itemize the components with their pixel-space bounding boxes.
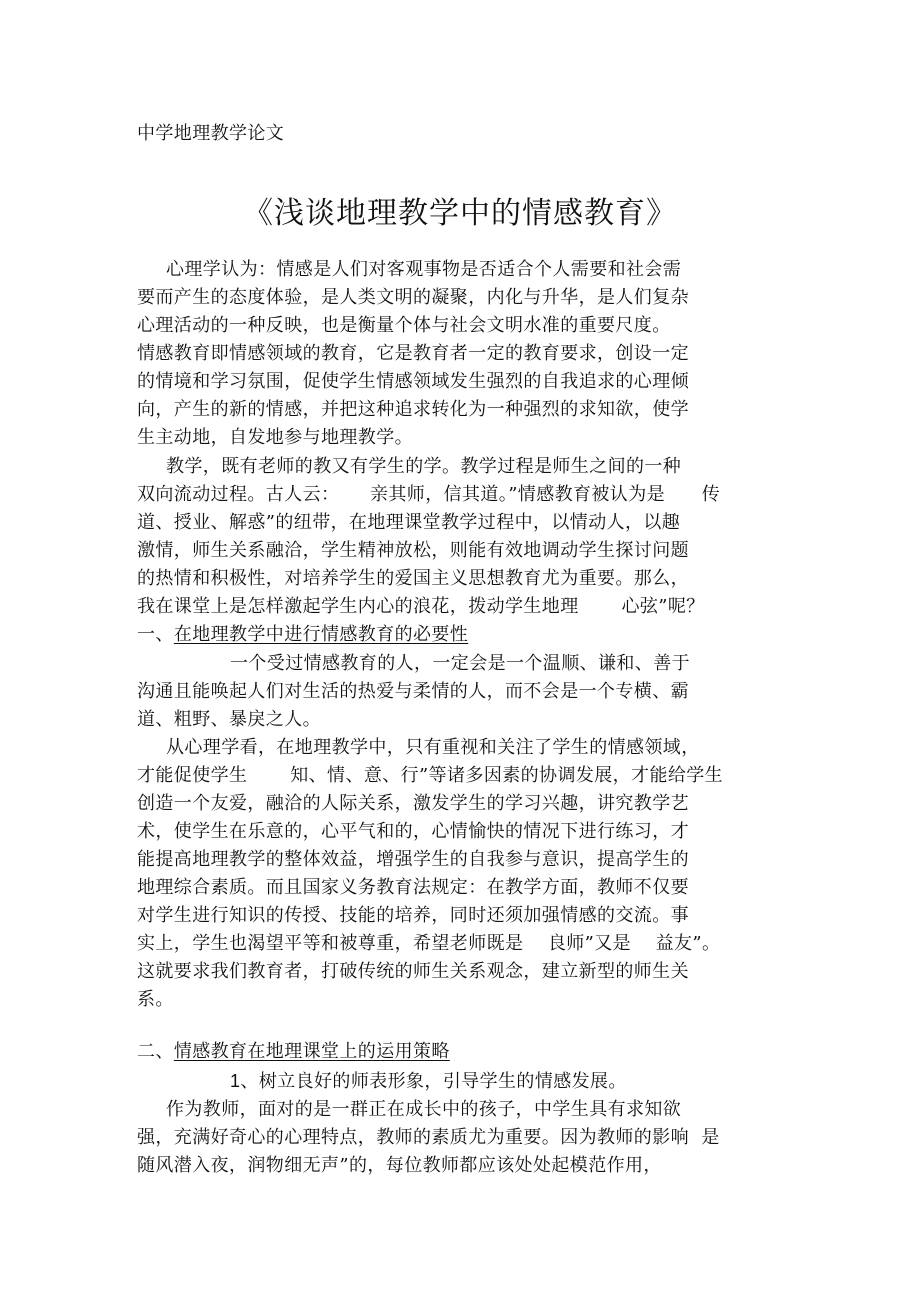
paragraph-line: 教学，既有老师的教又有学生的学。教学过程是师生之间的一种 — [166, 456, 682, 477]
section-number: 一、 — [137, 624, 174, 645]
paragraph-line: 双向流动过程。古人云： 亲其师，信其道。”情感教育被认为是 传 — [137, 484, 721, 505]
paragraph-line: 我在课堂上是怎样激起学生内心的浪花，拨动学生地理 心弦”呢？ — [137, 596, 705, 617]
subheading-1 — [230, 1067, 627, 1096]
paragraph-line: 要而产生的态度体验，是人类文明的凝聚，内化与升华，是人们复杂 — [137, 287, 689, 308]
paragraph-line: 沟通且能唤起人们对生活的热爱与柔情的人，而不会是一个专横、霸 — [137, 681, 689, 702]
document-category: 中学地理教学论文 — [137, 123, 285, 144]
paragraph-line: 地理综合素质。而且国家义务教育法规定：在教学方面，教师不仅要 — [137, 877, 689, 898]
paragraph-line: 心理学认为：情感是人们对客观事物是否适合个人需要和社会需 — [166, 259, 682, 280]
paragraph-line: 能提高地理教学的整体效益，增强学生的自我参与意识，提高学生的 — [137, 849, 689, 870]
paragraph-line: 的情境和学习氛围，促使学生情感领域发生强烈的自我追求的心理倾 — [137, 371, 689, 392]
paragraph-line: 强，充满好奇心的心理特点，教师的素质尤为重要。因为教师的影响 是 — [137, 1127, 720, 1148]
document-title: 《浅谈地理教学中的情感教育》 — [243, 196, 677, 231]
paragraph-line: 情感教育即情感领域的教育，它是教育者一定的教育要求，创设一定 — [137, 343, 689, 364]
paragraph-line: 术，使学生在乐意的，心平气和的，心情愉快的情况下进行练习，才 — [137, 821, 689, 842]
paragraph-line: 创造一个友爱，融洽的人际关系，激发学生的学习兴趣，讲究教学艺 — [137, 793, 689, 814]
paragraph-line: 向，产生的新的情感，并把这种追求转化为一种强烈的求知欲，使学 — [137, 399, 689, 420]
subheading-text: 、树立良好的师表形象，引导学生的情感发展。 — [240, 1071, 627, 1092]
paragraph-line: 对学生进行知识的传授、技能的培养，同时还须加强情感的交流。事 — [137, 905, 689, 926]
paragraph-line: 系。 — [137, 989, 174, 1010]
section-heading-1 — [137, 621, 468, 649]
paragraph-line: 心理活动的一种反映，也是衡量个体与社会文明水准的重要尺度。 — [137, 315, 671, 336]
paragraph-line: 道、粗野、暴戾之人。 — [137, 709, 321, 730]
paragraph-line: 的热情和积极性，对培养学生的爱国主义思想教育尤为重要。那么， — [137, 568, 689, 589]
section-number: 二、 — [137, 1041, 174, 1062]
paragraph-line: 这就要求我们教育者，打破传统的师生关系观念，建立新型的师生关 — [137, 961, 689, 982]
paragraph-line: 生主动地，自发地参与地理教学。 — [137, 427, 413, 448]
paragraph-line: 实上，学生也渴望平等和被尊重，希望老师既是 良师”又是 益友”。 — [137, 933, 721, 954]
paragraph-line: 作为教师，面对的是一群正在成长中的孩子，中学生具有求知欲 — [166, 1099, 682, 1120]
section-heading-2 — [137, 1038, 450, 1066]
paragraph-line: 从心理学看，在地理教学中，只有重视和关注了学生的情感领域， — [166, 737, 700, 758]
paragraph-line: 随风潜入夜，润物细无声”的，每位教师都应该处处起模范作用， — [137, 1155, 662, 1176]
paragraph-line: 一个受过情感教育的人，一定会是一个温顺、谦和、善于 — [230, 653, 690, 674]
subheading-number: 1 — [230, 1071, 241, 1091]
paragraph-line: 才能促使学生 知、情、意、行”等诸多因素的协调发展，才能给学生 — [137, 765, 724, 786]
section-title: 情感教育在地理课堂上的运用策略 — [173, 1041, 450, 1062]
paragraph-line: 激情，师生关系融洽，学生精神放松，则能有效地调动学生探讨问题 — [137, 540, 689, 561]
section-title: 在地理教学中进行情感教育的必要性 — [173, 624, 469, 645]
paragraph-line: 道、授业、解惑”的纽带，在地理课堂教学过程中，以情动人，以趣 — [137, 512, 681, 533]
